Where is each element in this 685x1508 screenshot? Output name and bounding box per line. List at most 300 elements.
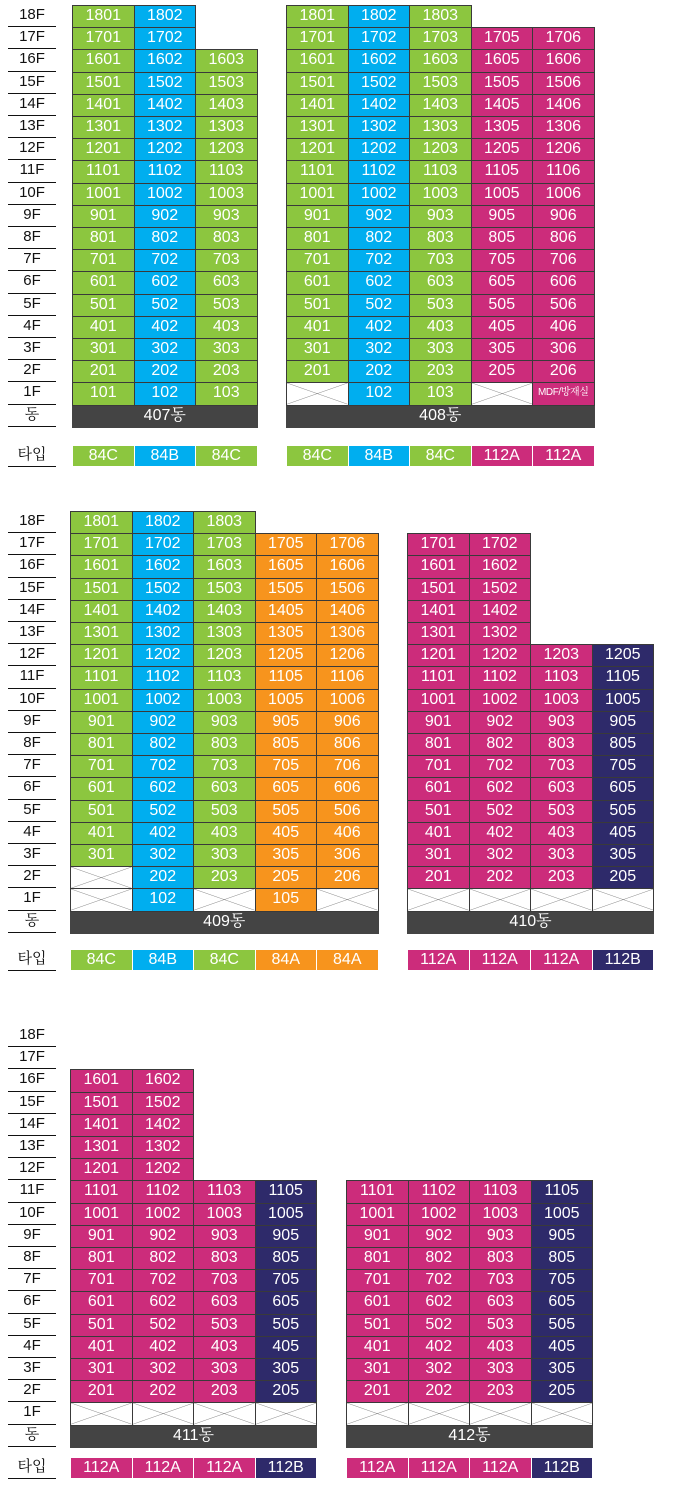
unit-cell: 301	[346, 1358, 409, 1381]
empty-unit-cell	[346, 1402, 409, 1425]
unit-cell: 1103	[469, 1180, 532, 1203]
unit-cell: 1003	[530, 689, 593, 712]
unit-cell: 702	[132, 1269, 195, 1292]
unit-cell: 1702	[132, 533, 195, 556]
floor-label: 2F	[8, 1380, 56, 1402]
unit-cell: 1301	[407, 622, 470, 645]
unit-cell: 1201	[70, 644, 133, 667]
unit-cell: 603	[193, 777, 256, 800]
unit-cell: 801	[72, 227, 135, 250]
unit-cell: 405	[255, 822, 318, 845]
unit-cell: 1503	[409, 72, 472, 95]
type-cell: 112A	[471, 445, 534, 467]
unit-cell: 1405	[471, 94, 534, 117]
floor-label: 18F	[8, 511, 56, 533]
unit-cell: 902	[132, 1225, 195, 1248]
unit-cell: 805	[471, 227, 534, 250]
unit-cell: 1305	[255, 622, 318, 645]
unit-cell: 1502	[469, 578, 532, 601]
unit-cell: 905	[471, 205, 534, 228]
unit-cell: 706	[532, 249, 595, 272]
unit-cell: 1406	[316, 600, 379, 623]
unit-cell: 405	[592, 822, 655, 845]
unit-cell: 305	[592, 844, 655, 867]
floor-label: 4F	[8, 1336, 56, 1358]
unit-cell: 1501	[70, 578, 133, 601]
unit-cell: 1006	[316, 689, 379, 712]
unit-cell: 1102	[132, 1180, 195, 1203]
unit-cell: 1205	[255, 644, 318, 667]
unit-cell: 405	[255, 1336, 318, 1359]
unit-cell: 1402	[132, 1114, 195, 1137]
unit-cell: 1002	[469, 689, 532, 712]
floor-label: 11F	[8, 160, 56, 182]
empty-unit-cell	[469, 1402, 532, 1425]
unit-cell: 901	[407, 711, 470, 734]
unit-cell: 1002	[348, 183, 411, 206]
unit-cell: 506	[316, 800, 379, 823]
unit-cell: 803	[195, 227, 258, 250]
empty-unit-cell	[471, 382, 534, 405]
unit-cell: 803	[193, 733, 256, 756]
unit-cell: 205	[531, 1380, 594, 1403]
unit-cell: 1203	[193, 644, 256, 667]
unit-cell: 403	[193, 1336, 256, 1359]
unit-cell: 1702	[348, 27, 411, 50]
unit-cell: 1701	[286, 27, 349, 50]
unit-cell: 301	[407, 844, 470, 867]
type-cell: 112A	[70, 1457, 133, 1479]
unit-cell: 1003	[193, 1203, 256, 1226]
floor-label: 4F	[8, 822, 56, 844]
unit-cell: 302	[469, 844, 532, 867]
floor-label: 16F	[8, 49, 56, 71]
unit-cell: 601	[407, 777, 470, 800]
empty-unit-cell	[531, 1402, 594, 1425]
unit-cell: 606	[532, 271, 595, 294]
floor-label: 1F	[8, 1402, 56, 1424]
unit-cell: 1003	[195, 183, 258, 206]
type-cell: 84C	[286, 445, 349, 467]
unit-cell: 502	[132, 800, 195, 823]
unit-cell: 1102	[134, 160, 197, 183]
unit-cell: 1005	[255, 1203, 318, 1226]
unit-cell: 403	[469, 1336, 532, 1359]
floor-label: 4F	[8, 316, 56, 338]
unit-cell: 202	[469, 866, 532, 889]
unit-cell: 1605	[255, 555, 318, 578]
unit-cell: 303	[409, 338, 472, 361]
unit-cell: 1301	[70, 1136, 133, 1159]
unit-cell: 1202	[132, 644, 195, 667]
unit-cell: 1101	[72, 160, 135, 183]
floor-label: 17F	[8, 533, 56, 555]
type-cell: 112A	[346, 1457, 409, 1479]
unit-cell: 201	[407, 866, 470, 889]
unit-cell: 1101	[70, 666, 133, 689]
empty-unit-cell	[286, 382, 349, 405]
unit-cell: 1301	[286, 116, 349, 139]
unit-cell: 1503	[193, 578, 256, 601]
unit-cell: 203	[193, 866, 256, 889]
unit-cell: 301	[70, 844, 133, 867]
unit-cell: 605	[255, 1291, 318, 1314]
unit-cell: 705	[471, 249, 534, 272]
floor-label: 18F	[8, 1025, 56, 1047]
type-label: 타입	[8, 949, 56, 971]
unit-cell: 406	[316, 822, 379, 845]
unit-cell: 1502	[132, 578, 195, 601]
floor-label: 5F	[8, 800, 56, 822]
floor-label: 13F	[8, 622, 56, 644]
floor-label: 3F	[8, 338, 56, 360]
unit-cell: 306	[316, 844, 379, 867]
unit-cell: 1303	[195, 116, 258, 139]
unit-cell: 1003	[193, 689, 256, 712]
unit-cell: 1601	[70, 1069, 133, 1092]
unit-cell: 103	[195, 382, 258, 405]
unit-cell: 701	[346, 1269, 409, 1292]
building-name-bar: 407동	[72, 406, 258, 428]
empty-unit-cell	[255, 1402, 318, 1425]
unit-cell: 505	[255, 1314, 318, 1337]
unit-cell: 303	[469, 1358, 532, 1381]
unit-cell: 501	[70, 800, 133, 823]
type-cell: 112B	[255, 1457, 318, 1479]
unit-cell: 1602	[132, 555, 195, 578]
unit-cell: 806	[532, 227, 595, 250]
unit-cell: 502	[348, 294, 411, 317]
unit-cell: 802	[134, 227, 197, 250]
unit-cell: 906	[532, 205, 595, 228]
unit-cell: 401	[346, 1336, 409, 1359]
unit-cell: 1303	[409, 116, 472, 139]
unit-cell: 601	[70, 777, 133, 800]
unit-cell: 1701	[70, 533, 133, 556]
unit-cell: 202	[408, 1380, 471, 1403]
type-cell: 84C	[195, 445, 258, 467]
unit-cell: 1105	[471, 160, 534, 183]
unit-cell: 702	[134, 249, 197, 272]
unit-cell: 302	[134, 338, 197, 361]
empty-unit-cell	[316, 888, 379, 911]
building-name-bar: 410동	[407, 912, 654, 934]
floor-label: 12F	[8, 138, 56, 160]
unit-cell: 602	[134, 271, 197, 294]
unit-cell: 703	[195, 249, 258, 272]
unit-cell: 602	[469, 777, 532, 800]
unit-cell: 1202	[348, 138, 411, 161]
unit-cell: 402	[469, 822, 532, 845]
unit-cell: 1706	[316, 533, 379, 556]
unit-cell: 1602	[134, 49, 197, 72]
unit-cell: 1506	[532, 72, 595, 95]
type-cell: 112A	[132, 1457, 195, 1479]
floor-label: 6F	[8, 1291, 56, 1313]
unit-cell: 303	[530, 844, 593, 867]
unit-cell: 1801	[72, 5, 135, 28]
unit-cell: 503	[469, 1314, 532, 1337]
unit-cell: 1003	[409, 183, 472, 206]
unit-cell: 1803	[193, 511, 256, 534]
floor-label: 10F	[8, 689, 56, 711]
unit-cell: 502	[408, 1314, 471, 1337]
type-cell: 84C	[193, 949, 256, 971]
unit-cell: 706	[316, 755, 379, 778]
unit-cell: 802	[132, 733, 195, 756]
unit-cell: 503	[193, 800, 256, 823]
unit-cell: 101	[72, 382, 135, 405]
unit-cell: 702	[132, 755, 195, 778]
unit-cell: 1402	[469, 600, 532, 623]
unit-cell: 1302	[132, 1136, 195, 1159]
floor-label: 1F	[8, 382, 56, 404]
unit-cell: 1102	[469, 666, 532, 689]
unit-cell: 201	[72, 360, 135, 383]
unit-cell: 505	[592, 800, 655, 823]
unit-cell: 501	[407, 800, 470, 823]
unit-cell: 1305	[471, 116, 534, 139]
floor-label: 12F	[8, 1158, 56, 1180]
unit-cell: 1203	[530, 644, 593, 667]
unit-cell: 605	[531, 1291, 594, 1314]
unit-cell: 1005	[471, 183, 534, 206]
unit-cell: 505	[471, 294, 534, 317]
unit-cell: 1002	[132, 689, 195, 712]
unit-cell: 1102	[348, 160, 411, 183]
unit-cell: 903	[409, 205, 472, 228]
building-name-bar: 412동	[346, 1426, 593, 1448]
unit-cell: 1606	[316, 555, 379, 578]
floor-label: 15F	[8, 72, 56, 94]
type-cell: 84A	[255, 949, 318, 971]
empty-unit-cell	[408, 1402, 471, 1425]
type-cell: 84B	[348, 445, 411, 467]
floor-label: 14F	[8, 94, 56, 116]
unit-cell: MDF/방재실	[532, 382, 595, 405]
empty-unit-cell	[530, 888, 593, 911]
unit-cell: 1102	[408, 1180, 471, 1203]
unit-cell: 605	[471, 271, 534, 294]
unit-cell: 602	[132, 1291, 195, 1314]
unit-cell: 303	[195, 338, 258, 361]
unit-cell: 805	[592, 733, 655, 756]
unit-cell: 502	[132, 1314, 195, 1337]
unit-cell: 601	[346, 1291, 409, 1314]
unit-cell: 1401	[72, 94, 135, 117]
unit-cell: 703	[193, 1269, 256, 1292]
unit-cell: 203	[193, 1380, 256, 1403]
unit-cell: 603	[469, 1291, 532, 1314]
floor-label: 13F	[8, 1136, 56, 1158]
unit-cell: 202	[348, 360, 411, 383]
unit-cell: 1203	[195, 138, 258, 161]
unit-cell: 1801	[286, 5, 349, 28]
unit-cell: 1502	[348, 72, 411, 95]
unit-cell: 903	[195, 205, 258, 228]
unit-cell: 1105	[592, 666, 655, 689]
unit-cell: 302	[348, 338, 411, 361]
unit-cell: 505	[531, 1314, 594, 1337]
unit-cell: 401	[286, 316, 349, 339]
unit-cell: 1201	[286, 138, 349, 161]
unit-cell: 1603	[193, 555, 256, 578]
unit-cell: 1502	[132, 1092, 195, 1115]
unit-cell: 1001	[70, 1203, 133, 1226]
unit-cell: 901	[72, 205, 135, 228]
unit-cell: 301	[70, 1358, 133, 1381]
type-cell: 112A	[469, 949, 532, 971]
unit-cell: 1501	[72, 72, 135, 95]
unit-cell: 1803	[409, 5, 472, 28]
unit-cell: 1101	[346, 1180, 409, 1203]
floor-label: 16F	[8, 1069, 56, 1091]
unit-cell: 1403	[409, 94, 472, 117]
unit-cell: 605	[255, 777, 318, 800]
unit-cell: 1603	[195, 49, 258, 72]
unit-cell: 105	[255, 888, 318, 911]
unit-cell: 803	[409, 227, 472, 250]
floor-label: 9F	[8, 205, 56, 227]
unit-cell: 1101	[407, 666, 470, 689]
unit-cell: 1405	[255, 600, 318, 623]
unit-cell: 1402	[348, 94, 411, 117]
unit-cell: 701	[72, 249, 135, 272]
unit-cell: 705	[592, 755, 655, 778]
unit-cell: 603	[195, 271, 258, 294]
floor-label: 15F	[8, 578, 56, 600]
unit-cell: 801	[286, 227, 349, 250]
empty-unit-cell	[407, 888, 470, 911]
unit-cell: 1202	[134, 138, 197, 161]
unit-cell: 503	[195, 294, 258, 317]
unit-cell: 801	[407, 733, 470, 756]
unit-cell: 601	[286, 271, 349, 294]
unit-cell: 802	[469, 733, 532, 756]
unit-cell: 902	[348, 205, 411, 228]
unit-cell: 1103	[193, 1180, 256, 1203]
unit-cell: 1105	[531, 1180, 594, 1203]
unit-cell: 201	[70, 1380, 133, 1403]
unit-cell: 201	[346, 1380, 409, 1403]
unit-cell: 705	[255, 1269, 318, 1292]
floor-label: 8F	[8, 1247, 56, 1269]
unit-cell: 1001	[72, 183, 135, 206]
unit-cell: 1705	[471, 27, 534, 50]
unit-cell: 401	[70, 822, 133, 845]
unit-cell: 502	[469, 800, 532, 823]
type-cell: 112B	[531, 1457, 594, 1479]
unit-cell: 1001	[70, 689, 133, 712]
floor-label: 1F	[8, 888, 56, 910]
unit-cell: 1106	[316, 666, 379, 689]
unit-cell: 902	[132, 711, 195, 734]
floor-label: 8F	[8, 227, 56, 249]
unit-cell: 202	[132, 1380, 195, 1403]
unit-cell: 702	[469, 755, 532, 778]
unit-cell: 306	[532, 338, 595, 361]
unit-cell: 1402	[134, 94, 197, 117]
type-cell: 84C	[409, 445, 472, 467]
unit-cell: 1203	[409, 138, 472, 161]
unit-cell: 203	[469, 1380, 532, 1403]
unit-cell: 605	[592, 777, 655, 800]
unit-cell: 1505	[471, 72, 534, 95]
unit-cell: 1303	[193, 622, 256, 645]
unit-cell: 1701	[407, 533, 470, 556]
unit-cell: 303	[193, 1358, 256, 1381]
unit-cell: 503	[193, 1314, 256, 1337]
unit-cell: 402	[408, 1336, 471, 1359]
unit-cell: 403	[409, 316, 472, 339]
unit-cell: 305	[531, 1358, 594, 1381]
floor-label: 10F	[8, 1203, 56, 1225]
empty-unit-cell	[70, 866, 133, 889]
unit-cell: 1702	[469, 533, 532, 556]
unit-cell: 102	[134, 382, 197, 405]
unit-cell: 1505	[255, 578, 318, 601]
unit-cell: 501	[70, 1314, 133, 1337]
unit-cell: 801	[346, 1247, 409, 1270]
unit-cell: 1205	[471, 138, 534, 161]
unit-cell: 1103	[530, 666, 593, 689]
unit-cell: 302	[408, 1358, 471, 1381]
unit-cell: 802	[348, 227, 411, 250]
type-cell: 84C	[70, 949, 133, 971]
unit-cell: 1206	[532, 138, 595, 161]
unit-cell: 503	[409, 294, 472, 317]
unit-cell: 1402	[132, 600, 195, 623]
unit-cell: 805	[255, 1247, 318, 1270]
unit-cell: 1502	[134, 72, 197, 95]
unit-cell: 1801	[70, 511, 133, 534]
type-cell: 112A	[408, 1457, 471, 1479]
unit-cell: 401	[407, 822, 470, 845]
floor-label: 16F	[8, 555, 56, 577]
unit-cell: 902	[134, 205, 197, 228]
unit-cell: 603	[409, 271, 472, 294]
empty-unit-cell	[592, 888, 655, 911]
unit-cell: 1702	[134, 27, 197, 50]
unit-cell: 102	[348, 382, 411, 405]
unit-cell: 305	[471, 338, 534, 361]
type-cell: 84A	[316, 949, 379, 971]
type-label: 타입	[8, 445, 56, 467]
unit-cell: 303	[193, 844, 256, 867]
floor-label: 5F	[8, 294, 56, 316]
unit-cell: 1703	[193, 533, 256, 556]
unit-cell: 1401	[286, 94, 349, 117]
unit-cell: 905	[531, 1225, 594, 1248]
unit-cell: 1006	[532, 183, 595, 206]
floor-label: 11F	[8, 666, 56, 688]
unit-cell: 906	[316, 711, 379, 734]
type-cell: 112A	[530, 949, 593, 971]
unit-cell: 1103	[193, 666, 256, 689]
unit-cell: 1302	[348, 116, 411, 139]
unit-cell: 905	[255, 1225, 318, 1248]
unit-cell: 1602	[348, 49, 411, 72]
unit-cell: 801	[70, 1247, 133, 1270]
unit-cell: 301	[72, 338, 135, 361]
unit-cell: 506	[532, 294, 595, 317]
unit-cell: 806	[316, 733, 379, 756]
unit-cell: 1602	[469, 555, 532, 578]
floor-label: 2F	[8, 866, 56, 888]
unit-cell: 1703	[409, 27, 472, 50]
unit-cell: 805	[255, 733, 318, 756]
unit-cell: 203	[195, 360, 258, 383]
